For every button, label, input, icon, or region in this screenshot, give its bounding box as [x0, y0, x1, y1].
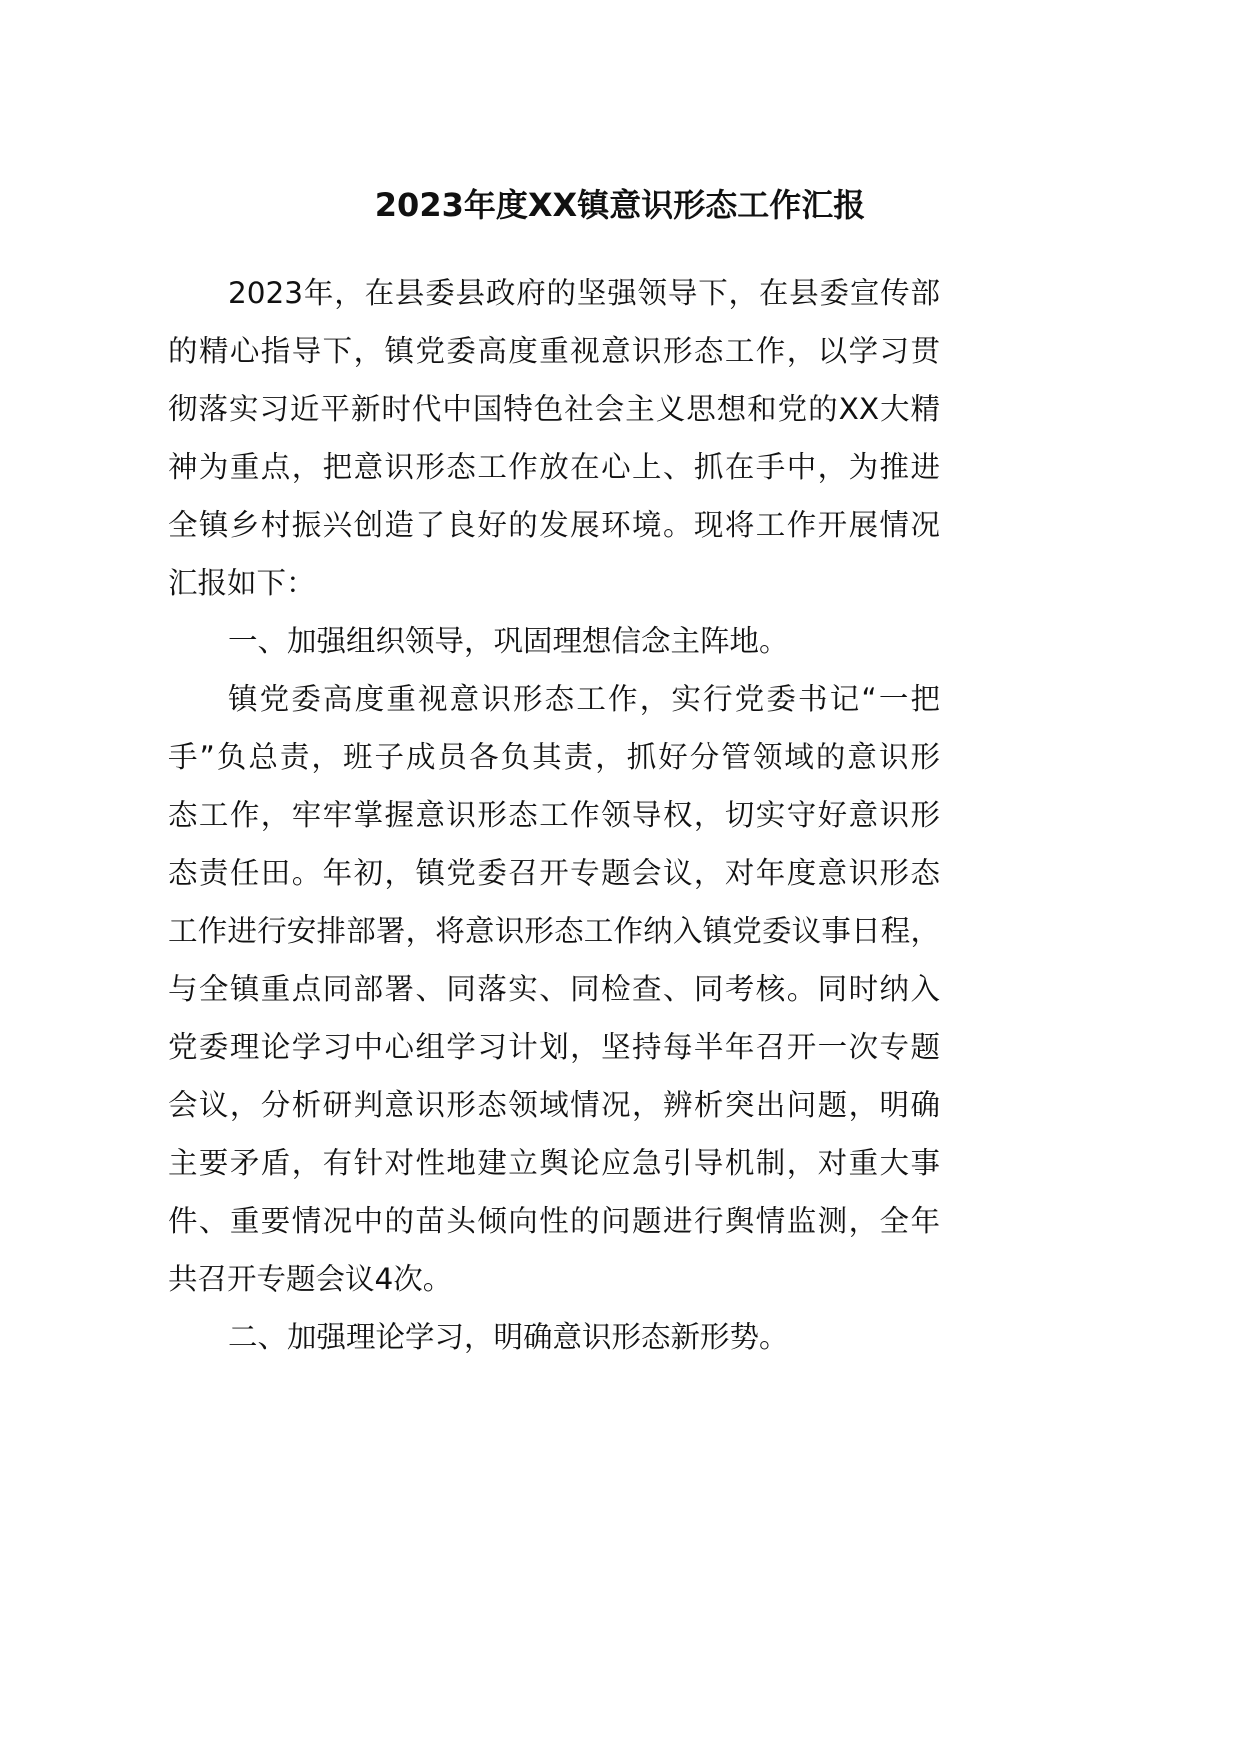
paragraph-line: 彻落实习近平新时代中国特色社会主义思想和党的XX大精: [168, 392, 940, 426]
paragraph-line: 件、重要情况中的苗头倾向性的问题进行舆情监测，全年: [168, 1204, 940, 1238]
paragraph-line: 态责任田。年初，镇党委召开专题会议，对年度意识形态: [168, 856, 940, 890]
paragraph-line: 2023年，在县委县政府的坚强领导下，在县委宣传部: [228, 276, 940, 310]
paragraph-line: 与全镇重点同部署、同落实、同检查、同考核。同时纳入: [168, 972, 940, 1006]
section-heading: 一、加强组织领导，巩固理想信念主阵地。: [228, 624, 789, 658]
document-title: 2023年度XX镇意识形态工作汇报: [374, 186, 866, 224]
section-heading: 二、加强理论学习，明确意识形态新形势。: [228, 1320, 789, 1354]
paragraph-line: 工作进行安排部署，将意识形态工作纳入镇党委议事日程，: [168, 914, 940, 948]
paragraph-line: 汇报如下：: [168, 566, 316, 600]
paragraph-line: 神为重点，把意识形态工作放在心上、抓在手中，为推进: [168, 450, 940, 484]
paragraph-line: 共召开专题会议4次。: [168, 1262, 453, 1296]
paragraph-line: 镇党委高度重视意识形态工作，实行党委书记“一把: [228, 682, 940, 716]
paragraph-line: 会议，分析研判意识形态领域情况，辨析突出问题，明确: [168, 1088, 940, 1122]
paragraph-line: 主要矛盾，有针对性地建立舆论应急引导机制，对重大事: [168, 1146, 940, 1180]
paragraph-line: 全镇乡村振兴创造了良好的发展环境。现将工作开展情况: [168, 508, 940, 542]
document-body: [168, 264, 940, 1366]
paragraph-line: 党委理论学习中心组学习计划，坚持每半年召开一次专题: [168, 1030, 940, 1064]
paragraph-line: 态工作，牢牢掌握意识形态工作领导权，切实守好意识形: [168, 798, 940, 832]
paragraph-line: 的精心指导下，镇党委高度重视意识形态工作，以学习贯: [168, 334, 940, 368]
paragraph-line: 手”负总责，班子成员各负其责，抓好分管领域的意识形: [168, 740, 940, 774]
